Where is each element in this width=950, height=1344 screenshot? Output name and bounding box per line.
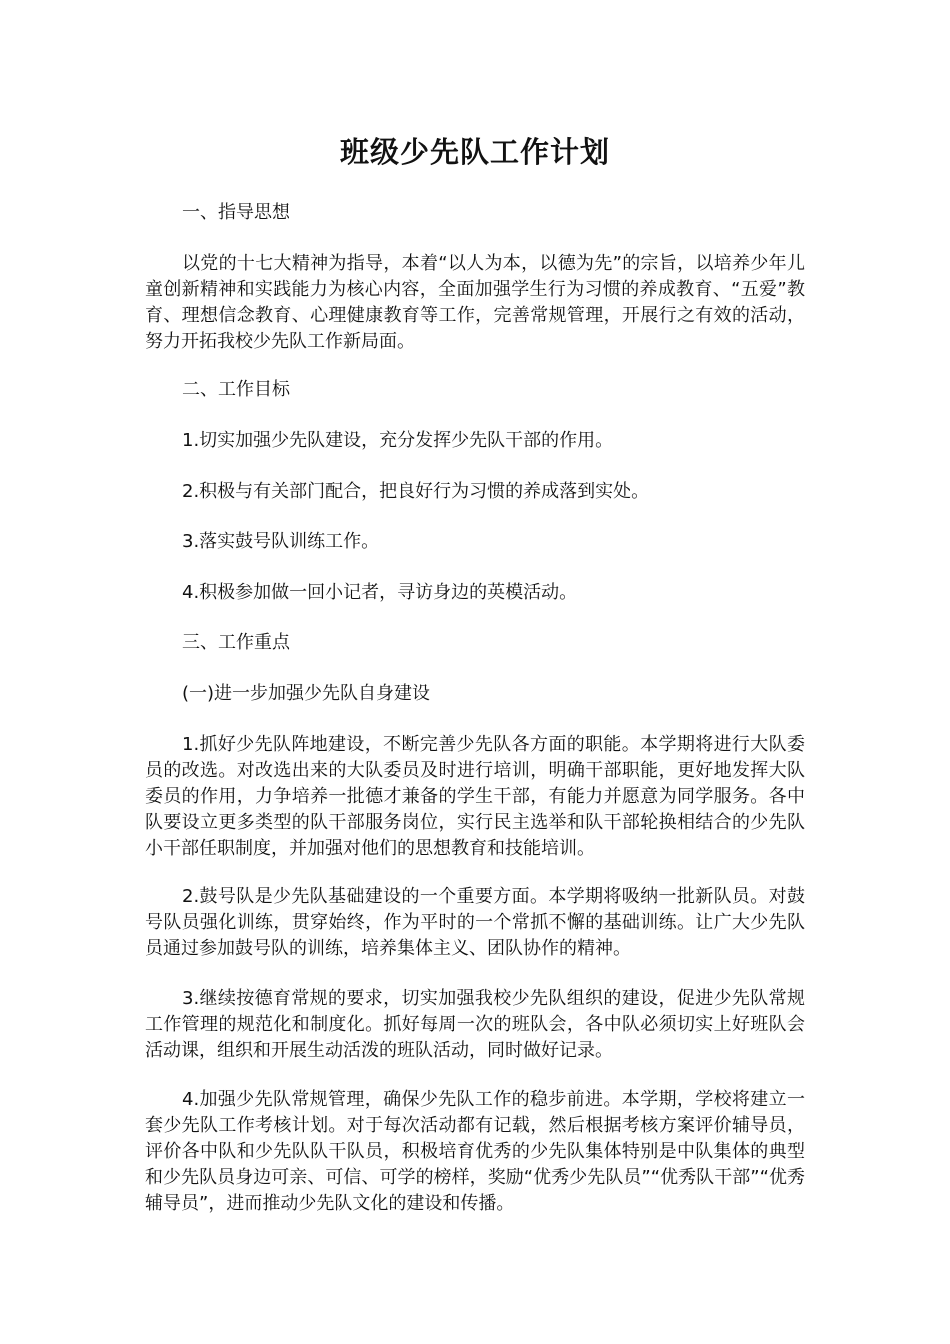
goal-item: 2.积极与有关部门配合，把良好行为习惯的养成落到实处。 [182, 481, 650, 502]
focus-item: 4.加强少先队常规管理，确保少先队工作的稳步前进。本学期，学校将建立一套少先队工作考核计划。对于每次活动都有记载，然后根据考核方案评价辅导员，评价各中队和少先队队干队员，积极培育优秀的少先队集体特别是中队集体的典型和少先队员身边可亲、可信、可学的榜样，奖励“优秀少先队员”“优秀队干部”“优秀辅导员”，进而推动少先队文化的建设和传播。 [145, 1089, 805, 1214]
focus-item: 1.抓好少先队阵地建设，不断完善少先队各方面的职能。本学期将进行大队委员的改选。对改选出来的大队委员及时进行培训，明确干部职能，更好地发挥大队委员的作用，力争培养一批德才兼备的学生干部，有能力并愿意为同学服务。各中队要设立更多类型的队干部服务岗位，实行民主选举和队干部轮换相结合的少先队小干部任职制度，并加强对他们的思想教育和技能培训。 [145, 734, 805, 859]
goal-item: 1.切实加强少先队建设，充分发挥少先队干部的作用。 [182, 430, 614, 451]
section-heading-guiding-ideology: 一、指导思想 [182, 202, 290, 223]
goal-item: 3.落实鼓号队训练工作。 [182, 531, 380, 552]
focus-item: 2.鼓号队是少先队基础建设的一个重要方面。本学期将吸纳一批新队员。对鼓号队员强化训练，贯穿始终，作为平时的一个常抓不懈的基础训练。让广大少先队员通过参加鼓号队的训练，培养集体主义、团队协作的精神。 [145, 886, 805, 959]
section-heading-work-focus: 三、工作重点 [182, 632, 290, 653]
sub-heading-self-construction: (一)进一步加强少先队自身建设 [182, 683, 431, 704]
focus-item: 3.继续按德育常规的要求，切实加强我校少先队组织的建设，促进少先队常规工作管理的规范化和制度化。抓好每周一次的班队会，各中队必须切实上好班队会活动课，组织和开展生动活泼的班队活动，同时做好记录。 [145, 988, 805, 1061]
paragraph-guiding-ideology: 以党的十七大精神为指导，本着“以人为本，以德为先”的宗旨，以培养少年儿童创新精神和实践能力为核心内容，全面加强学生行为习惯的养成教育、“五爱”教育、理想信念教育、心理健康教育等工作，完善常规管理，开展行之有效的活动，努力开拓我校少先队工作新局面。 [145, 253, 805, 352]
goal-item: 4.积极参加做一回小记者，寻访身边的英模活动。 [182, 582, 578, 603]
section-heading-work-goals: 二、工作目标 [182, 379, 290, 400]
document-title: 班级少先队工作计划 [339, 135, 610, 169]
